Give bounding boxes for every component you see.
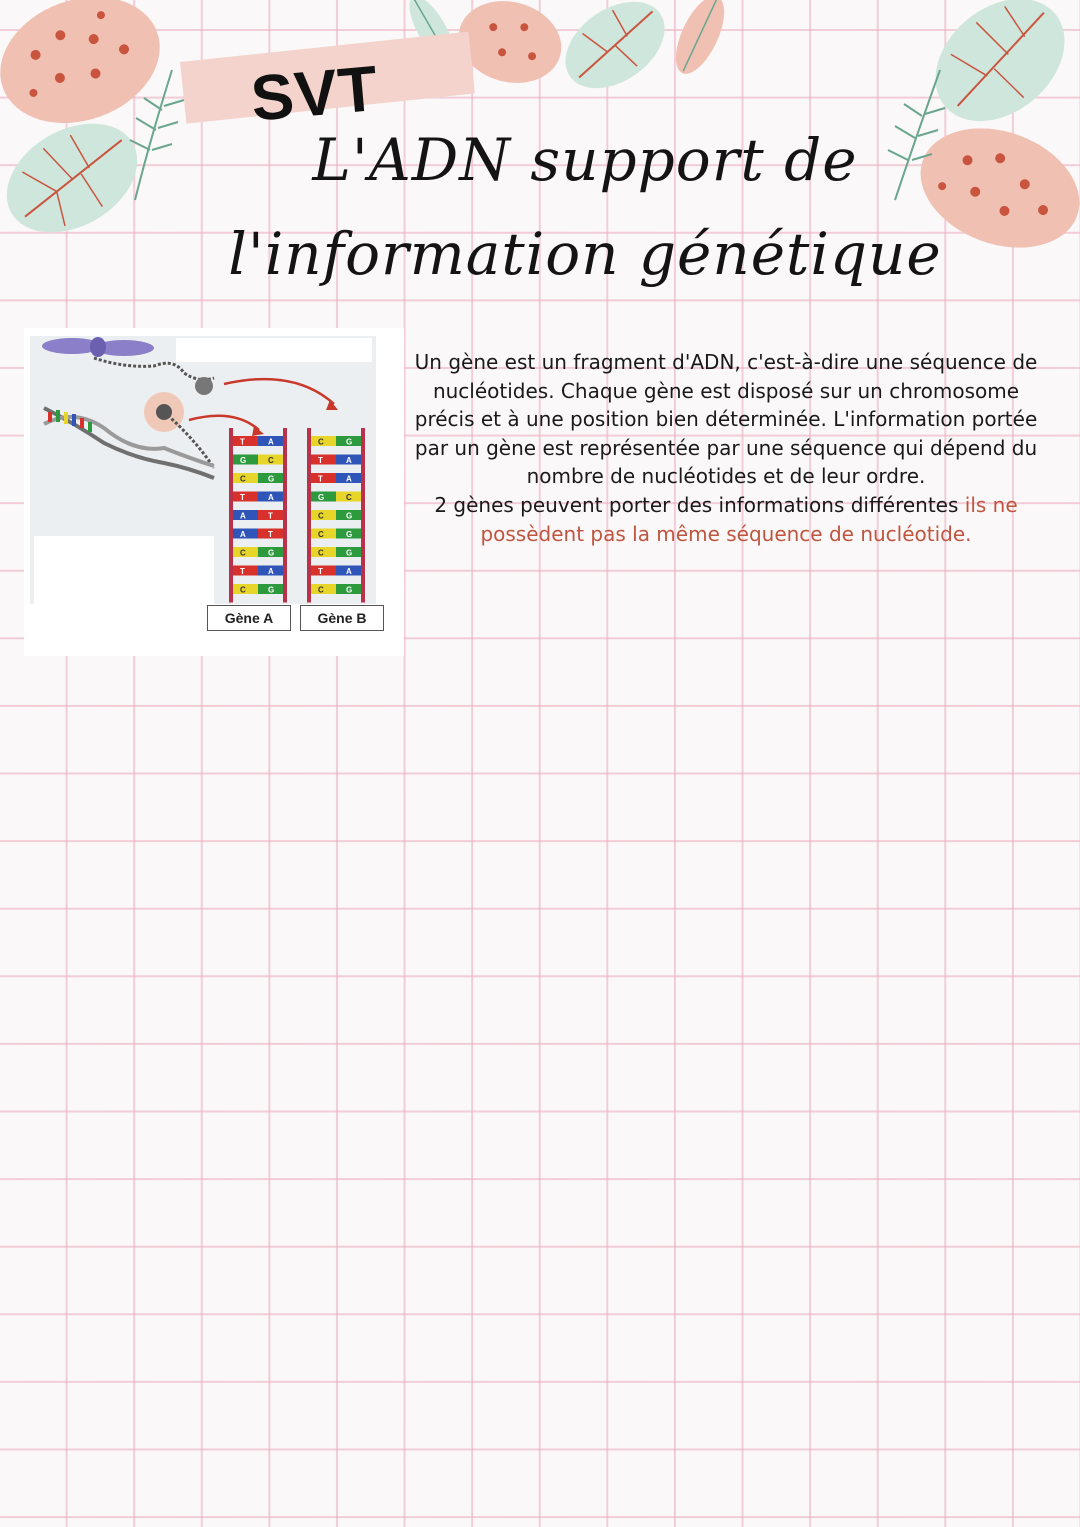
gene-a-base-label-3-l: T: [240, 493, 245, 502]
gene-a-base-label-4-r: T: [268, 511, 273, 521]
gene-b-base-label-8-l: C: [318, 585, 324, 595]
gene-a-base-3-l: [233, 492, 258, 502]
gene-b-base-1-l: [311, 455, 336, 465]
gene-a-base-label-5-r: T: [268, 530, 273, 539]
gene-b-base-label-7-l: T: [318, 567, 323, 576]
paragraph-definition: Un gène est un fragment d'ADN, c'est-à-dire une séquence de nucléotides. Chaque gène est disposé sur un chromosome précis et à une position bien déterminée. L'information portée par un gène est représentée par une séquence qui dépend du nombre de nucléotides et de leur ordre.: [414, 350, 1038, 489]
gene-b-rail-left: [307, 428, 311, 603]
gene-b-base-label-3-r: C: [346, 493, 352, 502]
gene-b-base-label-4-r: G: [346, 511, 353, 521]
green-leaf-icon: [911, 0, 1080, 146]
gene-a-base-label-1-l: G: [240, 456, 247, 465]
pink-leaf-icon: [0, 0, 178, 144]
gene-a-base-label-6-r: G: [268, 548, 275, 558]
gene-a-base-label-7-r: A: [268, 567, 274, 576]
green-leaf-icon: [549, 0, 680, 106]
gene-b-base-2-l: [311, 473, 336, 483]
gene-a-base-label-0-l: T: [240, 437, 245, 447]
gene-b-base-label-5-r: G: [346, 530, 353, 539]
gene-b-rail-right: [361, 428, 365, 603]
gene-a-base-label-1-r: C: [268, 456, 274, 465]
gene-b-base-label-2-l: T: [318, 474, 323, 484]
subject-label: SVT: [248, 51, 382, 135]
gene-b-base-label-3-l: G: [318, 493, 325, 502]
gene-a-rail-left: [229, 428, 233, 603]
gene-a-base-label-5-l: A: [240, 530, 246, 539]
gene-b-base-label-7-r: A: [346, 567, 352, 576]
gene-a-base-label-6-l: C: [240, 548, 246, 558]
gene-b-base-label-5-l: C: [318, 530, 324, 539]
gene-b-base-7-l: [311, 566, 336, 576]
page-title-line-2: l'information génétique: [228, 220, 942, 288]
gene-a-base-label-2-r: G: [268, 474, 275, 484]
gene-b-base-label-0-r: G: [346, 437, 353, 447]
gene-b-base-label-1-r: A: [346, 456, 352, 465]
feather-leaf-icon: [666, 0, 734, 81]
gene-a-base-label-2-l: C: [240, 474, 246, 484]
gene-a-base-label-8-l: C: [240, 585, 246, 595]
gene-a-base-0-l: [233, 436, 258, 446]
body-text: [412, 348, 1040, 548]
gene-a-base-label-3-r: A: [268, 493, 274, 502]
paragraph-conclusion: [412, 491, 1040, 548]
gene-b-base-label-0-l: C: [318, 437, 324, 447]
gene-a-rail-right: [283, 428, 287, 603]
gene-b-label: Gène B: [300, 605, 384, 631]
conclusion-highlight: ils ne possèdent pas la même séquence de nucléotide.: [480, 492, 1018, 546]
gene-b-base-label-4-l: C: [318, 511, 324, 521]
gene-b-base-label-6-l: C: [318, 548, 324, 558]
gene-b-base-label-2-r: A: [346, 474, 352, 484]
gene-a-base-label-0-r: A: [268, 437, 274, 447]
dna-figure: [24, 328, 404, 656]
gene-b-base-label-8-r: G: [346, 585, 353, 595]
gene-a-label: Gène A: [207, 605, 291, 631]
gene-a-base-label-8-r: G: [268, 585, 275, 595]
gene-a-base-label-4-l: A: [240, 511, 246, 521]
gene-b-base-label-1-l: T: [318, 456, 323, 465]
gene-a-base-7-l: [233, 566, 258, 576]
gene-a-base-label-7-l: T: [240, 567, 245, 576]
gene-b-base-label-6-r: G: [346, 548, 353, 558]
conclusion-plain: 2 gènes peuvent porter des informations différentes: [434, 492, 965, 517]
page-title-line-1: L'ADN support de: [312, 126, 858, 194]
